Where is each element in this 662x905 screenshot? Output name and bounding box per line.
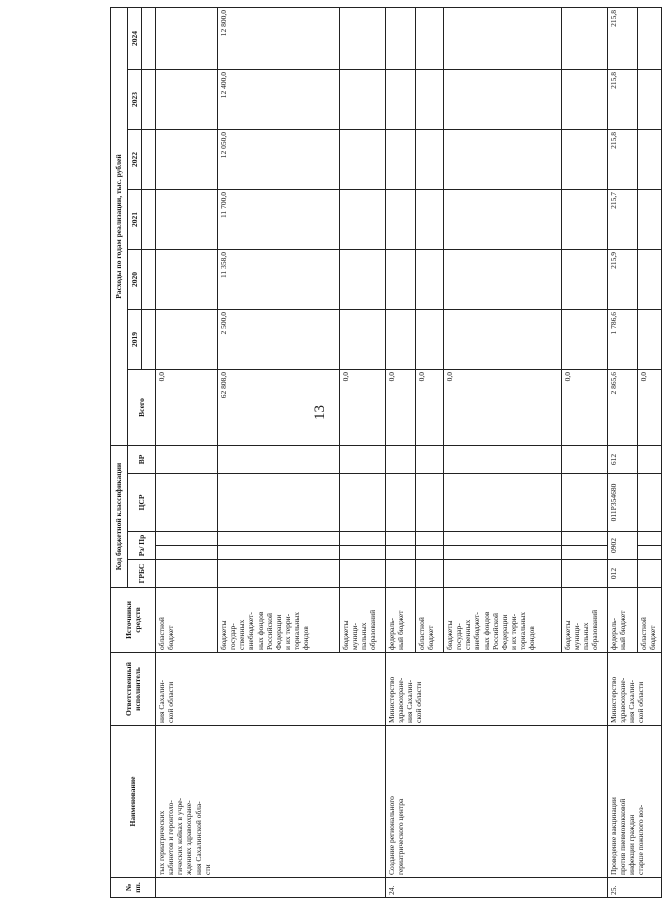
col-grbs: ГРБС	[128, 560, 156, 588]
source-cell: бюджеты государ- ственных внебюджет- ных фондов Российской Федерации и их терри- ториальных фондов	[444, 588, 562, 653]
col-2019: 2019	[128, 309, 142, 369]
year-cell: 2 500,0	[218, 309, 340, 369]
year-cell: 12 400,0	[218, 69, 340, 129]
year-cell: 12 800,0	[218, 7, 340, 69]
csr-cell: 011P354680	[608, 474, 638, 532]
header-row-1	[111, 7, 128, 897]
col-2020: 2020	[128, 249, 142, 309]
total-cell: 62 808,0	[218, 369, 340, 445]
budget-table	[110, 7, 662, 898]
col-2021: 2021	[128, 189, 142, 249]
row-25-number: 25.	[608, 878, 662, 898]
table-row	[156, 7, 218, 897]
col-name: Наименование	[111, 726, 156, 878]
total-cell: 0,0	[340, 369, 386, 445]
total-cell: 0,0	[444, 369, 562, 445]
source-cell: областной бюджет	[156, 588, 218, 653]
source-cell: бюджеты муници- пальных образований	[340, 588, 386, 653]
year-cell: 215,7	[608, 189, 638, 249]
year-cell: 215,8	[608, 7, 638, 69]
source-cell: областной бюджет	[638, 588, 662, 653]
vr-cell: 612	[608, 445, 638, 473]
year-cell: 215,8	[608, 129, 638, 189]
rzpr-cell: 0902	[608, 532, 638, 560]
total-cell: 0,0	[638, 369, 662, 445]
year-cell: 11 700,0	[218, 189, 340, 249]
year-cell: 12 050,0	[218, 129, 340, 189]
row-25-name: Проведение вакцинации против пневмококковой инфекции граждан старше пожилого воз-	[608, 726, 662, 878]
col-budget-code: Код бюджетной классификации	[111, 445, 128, 587]
row-cont-name: тых гериатрических кабинетов и геронтоло- гических койках в учре- ждениях здравоохране- ния Сахалинской обла- сти	[156, 726, 386, 878]
col-2024: 2024	[128, 7, 142, 69]
source-cell: бюджеты государ- ственных внебюджет- ных фондов Российской Федерации и их терри- ториальных фондов	[218, 588, 340, 653]
source-cell: федераль- ный бюджет	[386, 588, 416, 653]
source-cell: областной бюджет	[416, 588, 444, 653]
year-cell: 215,8	[608, 69, 638, 129]
total-cell: 0,0	[156, 369, 218, 445]
col-rz-pr: Рз/ Пр	[128, 532, 156, 560]
row-24-number: 24.	[386, 878, 608, 898]
table-row	[386, 7, 416, 897]
table-row	[608, 7, 638, 897]
col-total: Всего	[128, 369, 156, 445]
col-csr: ЦСР	[128, 474, 156, 532]
total-cell: 0,0	[416, 369, 444, 445]
col-source: Источники средств	[111, 588, 156, 653]
col-2023: 2023	[128, 69, 142, 129]
col-executor: Ответственный исполнитель	[111, 653, 156, 726]
row-24-executor: Министерство здравоохране- ния Сахалин- ской области	[386, 653, 608, 726]
source-cell: федераль- ный бюджет	[608, 588, 638, 653]
col-expenses: Расходы по годам реализации, тыс. рублей	[111, 7, 128, 445]
col-no: № пп.	[111, 878, 156, 898]
row-24-name: Создание регионального гериатрического центра	[386, 726, 608, 878]
year-cell: 215,9	[608, 249, 638, 309]
total-cell: 0,0	[386, 369, 416, 445]
total-cell: 0,0	[562, 369, 608, 445]
row-cont-executor: ния Сахалин- ской области	[156, 653, 386, 726]
col-vr: ВР	[128, 445, 156, 473]
year-cell: 1 786,6	[608, 309, 638, 369]
grbs-cell: 012	[608, 560, 638, 588]
page-number: 13	[312, 405, 328, 420]
total-cell: 2 865,6	[608, 369, 638, 445]
rotated-table-wrapper	[110, 8, 658, 898]
row-25-executor: Министерство здравоохране- ния Сахалин- ской области	[608, 653, 662, 726]
year-cell: 11 358,0	[218, 249, 340, 309]
col-2022: 2022	[128, 129, 142, 189]
source-cell: бюджеты муници- пальных образований	[562, 588, 608, 653]
